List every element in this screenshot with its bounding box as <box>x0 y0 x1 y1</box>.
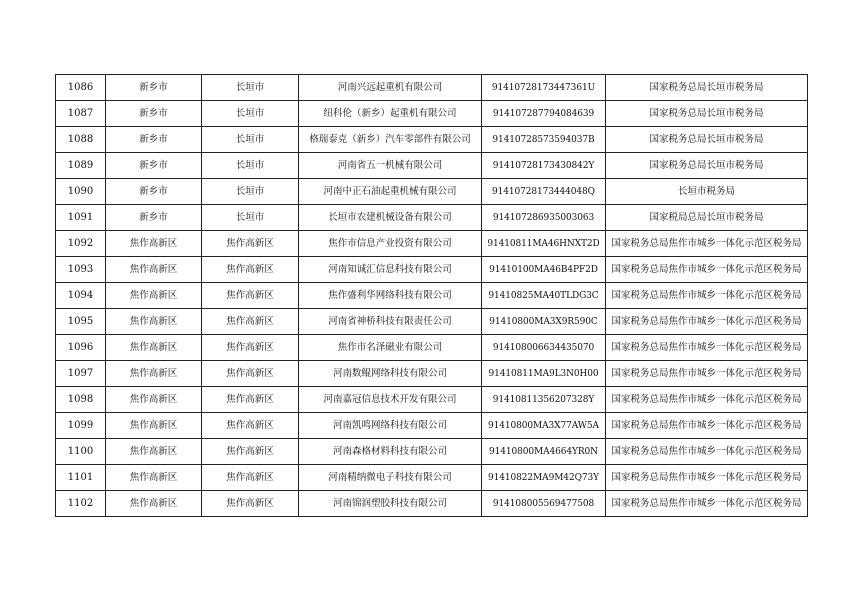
row-number-cell: 1086 <box>56 75 106 101</box>
city-cell: 新乡市 <box>106 205 202 231</box>
city-cell: 焦作高新区 <box>106 413 202 439</box>
district-cell: 长垣市 <box>202 153 299 179</box>
table-row <box>56 491 808 517</box>
city-cell: 焦作高新区 <box>106 283 202 309</box>
district-cell: 焦作高新区 <box>202 231 299 257</box>
district-cell: 长垣市 <box>202 205 299 231</box>
credit-code-cell: 914107286935003063 <box>482 205 606 231</box>
table-row <box>56 465 808 491</box>
district-cell: 长垣市 <box>202 75 299 101</box>
company-name-cell: 河南省神桥科技有限责任公司 <box>299 309 482 335</box>
city-cell: 焦作高新区 <box>106 465 202 491</box>
district-cell: 焦作高新区 <box>202 335 299 361</box>
row-number-cell: 1089 <box>56 153 106 179</box>
credit-code-cell: 914108005569477508 <box>482 491 606 517</box>
row-number-cell: 1097 <box>56 361 106 387</box>
district-cell: 长垣市 <box>202 179 299 205</box>
company-name-cell: 河南锦润塑胶科技有限公司 <box>299 491 482 517</box>
row-number-cell: 1091 <box>56 205 106 231</box>
district-cell: 焦作高新区 <box>202 491 299 517</box>
table-row <box>56 309 808 335</box>
company-name-cell: 河南省五一机械有限公司 <box>299 153 482 179</box>
company-name-cell: 河南知诚汇信息科技有限公司 <box>299 257 482 283</box>
row-number-cell: 1101 <box>56 465 106 491</box>
tax-office-cell: 长垣市税务局 <box>606 179 808 205</box>
tax-office-cell: 国家税务总局焦作市城乡一体化示范区税务局 <box>606 335 808 361</box>
company-name-cell: 格瑞泰克（新乡）汽车零部件有限公司 <box>299 127 482 153</box>
district-cell: 长垣市 <box>202 127 299 153</box>
table-body <box>56 75 808 517</box>
row-number-cell: 1099 <box>56 413 106 439</box>
table-row <box>56 257 808 283</box>
tax-office-cell: 国家税务总局焦作市城乡一体化示范区税务局 <box>606 439 808 465</box>
row-number-cell: 1093 <box>56 257 106 283</box>
district-cell: 长垣市 <box>202 101 299 127</box>
credit-code-cell: 91410728173444048Q <box>482 179 606 205</box>
table-row <box>56 335 808 361</box>
table-row <box>56 101 808 127</box>
credit-code-cell: 91410728573594037B <box>482 127 606 153</box>
district-cell: 焦作高新区 <box>202 283 299 309</box>
district-cell: 焦作高新区 <box>202 439 299 465</box>
tax-office-cell: 国家税局总局长垣市税务局 <box>606 205 808 231</box>
tax-office-cell: 国家税务总局焦作市城乡一体化示范区税务局 <box>606 465 808 491</box>
row-number-cell: 1090 <box>56 179 106 205</box>
row-number-cell: 1088 <box>56 127 106 153</box>
company-name-cell: 焦作市信息产业投资有限公司 <box>299 231 482 257</box>
tax-office-cell: 国家税务总局长垣市税务局 <box>606 127 808 153</box>
city-cell: 新乡市 <box>106 179 202 205</box>
city-cell: 焦作高新区 <box>106 491 202 517</box>
credit-code-cell: 91410800MA3X77AW5A <box>482 413 606 439</box>
company-name-cell: 焦作市名泽磁业有限公司 <box>299 335 482 361</box>
district-cell: 焦作高新区 <box>202 413 299 439</box>
credit-code-cell: 91410811MA9L3N0H00 <box>482 361 606 387</box>
credit-code-cell: 91410822MA9M42Q73Y <box>482 465 606 491</box>
city-cell: 新乡市 <box>106 127 202 153</box>
table-row <box>56 231 808 257</box>
district-cell: 焦作高新区 <box>202 465 299 491</box>
city-cell: 焦作高新区 <box>106 335 202 361</box>
company-name-cell: 纽科伦（新乡）起重机有限公司 <box>299 101 482 127</box>
credit-code-cell: 91410811356207328Y <box>482 387 606 413</box>
tax-office-cell: 国家税务总局焦作市城乡一体化示范区税务局 <box>606 361 808 387</box>
tax-office-cell: 国家税务总局长垣市税务局 <box>606 75 808 101</box>
credit-code-cell: 91410728173447361U <box>482 75 606 101</box>
company-name-cell: 河南精纳微电子科技有限公司 <box>299 465 482 491</box>
credit-code-cell: 914108006634435070 <box>482 335 606 361</box>
row-number-cell: 1096 <box>56 335 106 361</box>
city-cell: 新乡市 <box>106 153 202 179</box>
row-number-cell: 1095 <box>56 309 106 335</box>
row-number-cell: 1100 <box>56 439 106 465</box>
table-row <box>56 205 808 231</box>
credit-code-cell: 91410825MA40TLDG3C <box>482 283 606 309</box>
city-cell: 新乡市 <box>106 101 202 127</box>
row-number-cell: 1098 <box>56 387 106 413</box>
taxpayer-table <box>55 74 808 517</box>
district-cell: 焦作高新区 <box>202 387 299 413</box>
tax-office-cell: 国家税务总局焦作市城乡一体化示范区税务局 <box>606 257 808 283</box>
company-name-cell: 河南中正石油起重机械有限公司 <box>299 179 482 205</box>
row-number-cell: 1102 <box>56 491 106 517</box>
city-cell: 焦作高新区 <box>106 387 202 413</box>
table-row <box>56 153 808 179</box>
credit-code-cell: 91410800MA3X9R590C <box>482 309 606 335</box>
city-cell: 新乡市 <box>106 75 202 101</box>
city-cell: 焦作高新区 <box>106 231 202 257</box>
table-row <box>56 387 808 413</box>
company-name-cell: 河南凯鸣网络科技有限公司 <box>299 413 482 439</box>
table-row <box>56 283 808 309</box>
district-cell: 焦作高新区 <box>202 257 299 283</box>
credit-code-cell: 91410728173430842Y <box>482 153 606 179</box>
district-cell: 焦作高新区 <box>202 309 299 335</box>
company-name-cell: 河南嘉冠信息技术开发有限公司 <box>299 387 482 413</box>
tax-office-cell: 国家税务总局焦作市城乡一体化示范区税务局 <box>606 283 808 309</box>
credit-code-cell: 91410800MA4664YR0N <box>482 439 606 465</box>
row-number-cell: 1092 <box>56 231 106 257</box>
tax-office-cell: 国家税务总局焦作市城乡一体化示范区税务局 <box>606 413 808 439</box>
row-number-cell: 1094 <box>56 283 106 309</box>
credit-code-cell: 914107287794084639 <box>482 101 606 127</box>
company-name-cell: 河南森格材料科技有限公司 <box>299 439 482 465</box>
tax-office-cell: 国家税务总局长垣市税务局 <box>606 153 808 179</box>
tax-office-cell: 国家税务总局焦作市城乡一体化示范区税务局 <box>606 387 808 413</box>
company-name-cell: 焦作盛利华网络科技有限公司 <box>299 283 482 309</box>
city-cell: 焦作高新区 <box>106 439 202 465</box>
table-row <box>56 361 808 387</box>
table-row <box>56 413 808 439</box>
tax-office-cell: 国家税务总局焦作市城乡一体化示范区税务局 <box>606 309 808 335</box>
table-row <box>56 179 808 205</box>
district-cell: 焦作高新区 <box>202 361 299 387</box>
table-row <box>56 127 808 153</box>
company-name-cell: 长垣市农建机械设备有限公司 <box>299 205 482 231</box>
table-row <box>56 75 808 101</box>
tax-office-cell: 国家税务总局焦作市城乡一体化示范区税务局 <box>606 231 808 257</box>
company-name-cell: 河南数鲲网络科技有限公司 <box>299 361 482 387</box>
tax-office-cell: 国家税务总局焦作市城乡一体化示范区税务局 <box>606 491 808 517</box>
city-cell: 焦作高新区 <box>106 309 202 335</box>
row-number-cell: 1087 <box>56 101 106 127</box>
city-cell: 焦作高新区 <box>106 361 202 387</box>
table-row <box>56 439 808 465</box>
company-name-cell: 河南兴远起重机有限公司 <box>299 75 482 101</box>
credit-code-cell: 91410811MA46HNXT2D <box>482 231 606 257</box>
city-cell: 焦作高新区 <box>106 257 202 283</box>
tax-office-cell: 国家税务总局长垣市税务局 <box>606 101 808 127</box>
credit-code-cell: 91410100MA46B4PF2D <box>482 257 606 283</box>
